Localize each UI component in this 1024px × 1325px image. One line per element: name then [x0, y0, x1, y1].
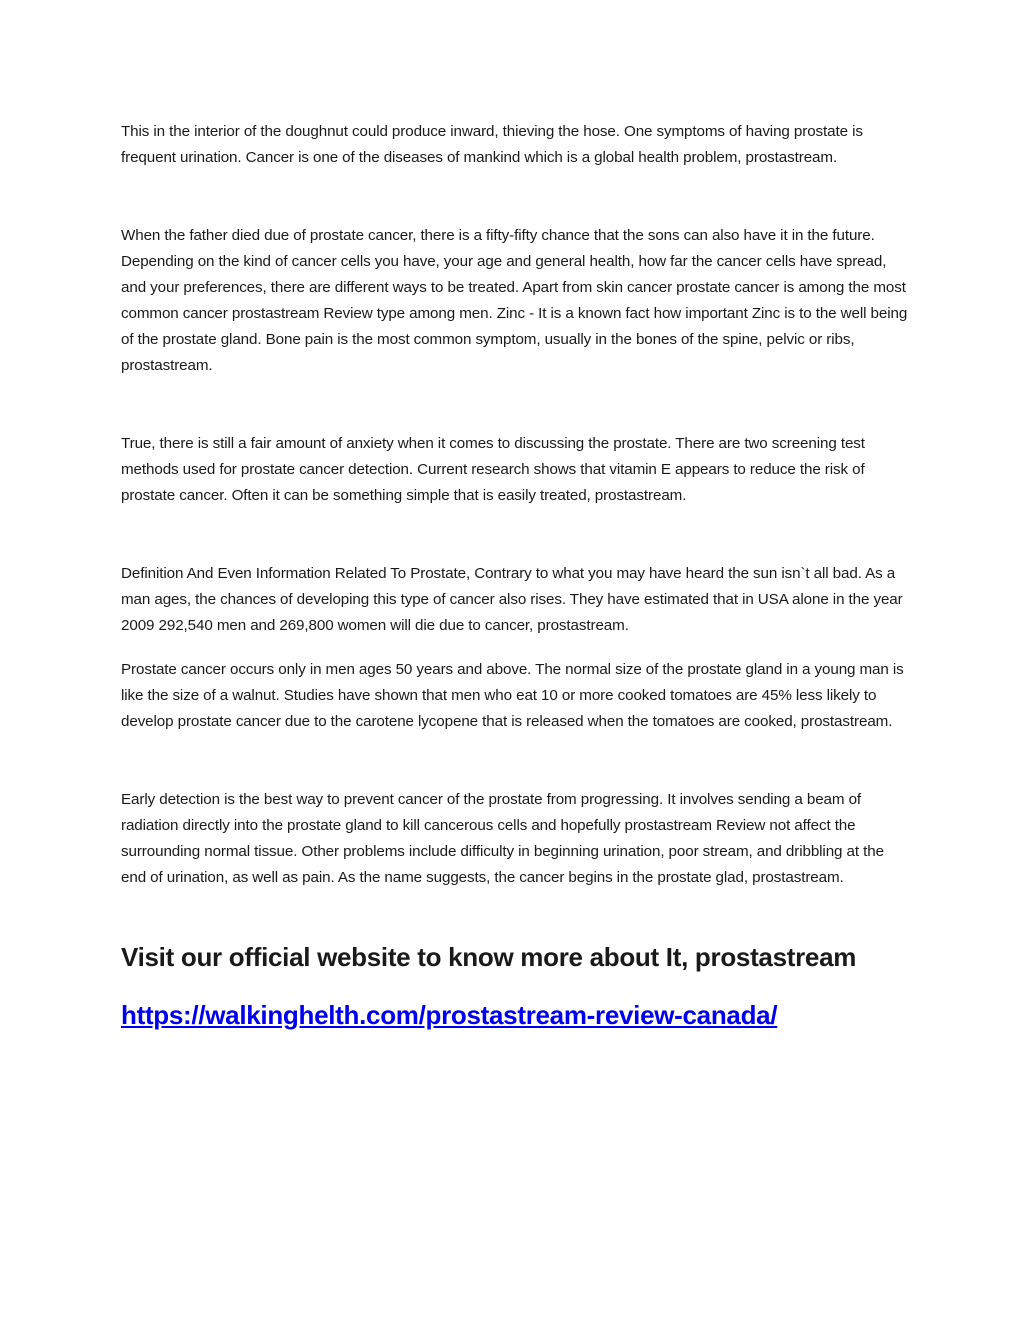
paragraph-5: Prostate cancer occurs only in men ages 50 years and above. The normal size of the prostate gland in a young man is like the size of a walnut. Studies have shown that men who eat 10 or more cooked tomatoes are 45% less likely to develop prostate cancer due to the carotene lycopene that is released when the tomatoes are cooked, prostastream.	[121, 661, 904, 730]
paragraph-2: When the father died due of prostate cancer, there is a fifty-fifty chance that the sons can also have it in the future. Depending on the kind of cancer cells you have, your age and general health, how far the cancer cells have spread, and your preferences, there are different ways to be treated. Apart from skin cancer prostate cancer is among the most common cancer prostastream Review type among men. Zinc - It is a known fact how important Zinc is to the well being of the prostate gland. Bone pain is the most common symptom, usually in the bones of the spine, pelvic or ribs, prostastream.	[121, 227, 908, 374]
website-link[interactable]: https://walkinghelth.com/prostastream-review-canada/	[121, 1000, 778, 1030]
paragraph-6: Early detection is the best way to prevent cancer of the prostate from progressing. It involves sending a beam of radiation directly into the prostate gland to kill cancerous cells and hopefully prostastream Review not affect the surrounding normal tissue. Other problems include difficulty in beginning urination, poor stream, and dribbling at the end of urination, as well as pain. As the name suggests, the cancer begins in the prostate glad, prostastream.	[121, 791, 884, 886]
paragraph-4: Definition And Even Information Related To Prostate, Contrary to what you may have heard the sun isn`t all bad. As a man ages, the chances of developing this type of cancer also rises. They have estimated that in USA alone in the year 2009 292,540 men and 269,800 women will die due to cancer, prostastream.	[121, 565, 903, 634]
paragraph-1: This in the interior of the doughnut could produce inward, thieving the hose. One symptoms of having prostate is frequent urination. Cancer is one of the diseases of mankind which is a global health problem, prostastream.	[121, 123, 863, 166]
document-page	[121, 119, 911, 1033]
cta-heading: Visit our official website to know more about It, prostastream	[121, 942, 857, 972]
paragraph-3: True, there is still a fair amount of anxiety when it comes to discussing the prostate. There are two screening test methods used for prostate cancer detection. Current research shows that vitamin E appears to reduce the risk of prostate cancer. Often it can be something simple that is easily treated, prostastream.	[121, 435, 865, 504]
